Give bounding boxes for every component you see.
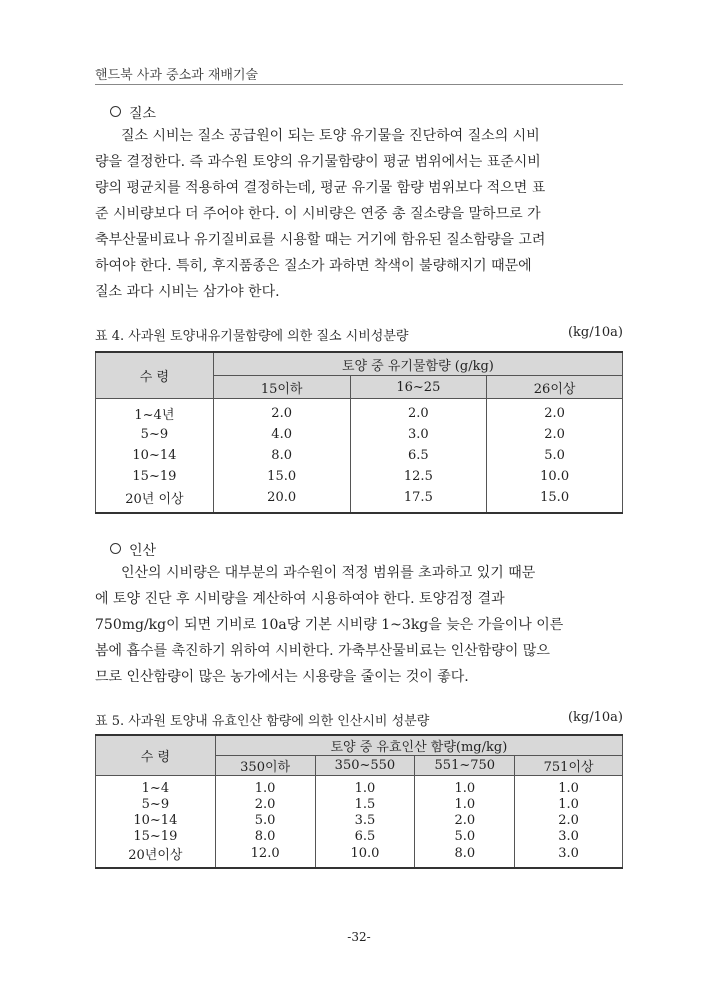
table5-title: 표 5. 사과원 토양내 유효인산 함량에 의한 인산시비 성분량	[95, 714, 430, 729]
paragraph-line: 하여야 한다. 특히, 후지품종은 질소가 과하면 착색이 불량해지기 때문에	[95, 258, 532, 274]
table5-caption	[95, 710, 623, 729]
table5	[95, 734, 623, 869]
table-cell: 17.5	[350, 487, 487, 513]
table4-title: 표 4. 사과원 토양내유기물함량에 의한 질소 시비성분량	[95, 329, 409, 344]
table-row	[96, 445, 623, 466]
table-cell: 1.0	[315, 776, 415, 797]
table5-col: 551~750	[415, 756, 515, 776]
table4-unit: (kg/10a)	[567, 325, 623, 340]
circle-bullet-icon	[110, 106, 121, 117]
table-cell: 1.0	[215, 776, 315, 797]
table-cell: 20년이상	[96, 844, 216, 868]
paragraph-line: 축부산물비료나 유기질비료를 시용할 때는 거기에 함유된 질소함량을 고려	[95, 232, 546, 248]
table5-col: 350이하	[215, 756, 315, 776]
section-title-nitrogen	[110, 103, 156, 123]
table5-unit: (kg/10a)	[567, 710, 623, 725]
table-cell: 2.0	[350, 399, 487, 425]
table-cell: 20년 이상	[96, 487, 214, 513]
table-cell: 1~4년	[96, 399, 214, 425]
table-cell: 15.0	[487, 487, 623, 513]
table-cell: 20.0	[213, 487, 350, 513]
table-cell: 1.5	[315, 796, 415, 812]
table5-col-age: 수 령	[96, 735, 216, 776]
table-cell: 3.0	[350, 424, 487, 445]
paragraph-line: 750mg/kg이 되면 기비로 10a당 기본 시비량 1~3kg을 늦은 가을이나 이른	[95, 617, 564, 633]
table5-group-header: 토양 중 유효인산 함량(mg/kg)	[215, 735, 622, 756]
table-cell: 15~19	[96, 466, 214, 487]
paragraph-line: 질소 과다 시비는 삼가야 한다.	[95, 284, 280, 300]
table-row	[96, 487, 623, 513]
table-cell: 12.0	[215, 844, 315, 868]
paragraph-line: 량의 평균치를 적용하여 결정하는데, 평균 유기물 함량 범위보다 적으면 표	[95, 180, 546, 196]
paragraph-line: 에 토양 진단 후 시비량을 계산하여 시용하여야 한다. 토양검정 결과	[95, 591, 505, 607]
table-row	[96, 466, 623, 487]
table-cell: 15~19	[96, 828, 216, 844]
table-cell: 6.5	[315, 828, 415, 844]
table4-caption	[95, 325, 623, 344]
table-cell: 10.0	[487, 466, 623, 487]
table-cell: 10~14	[96, 445, 214, 466]
table-cell: 5~9	[96, 796, 216, 812]
table-cell: 1.0	[415, 796, 515, 812]
paragraph-line: 봄에 흡수를 촉진하기 위하여 시비한다. 가축부산물비료는 인산함량이 많으	[95, 643, 550, 659]
table-cell: 5~9	[96, 424, 214, 445]
table4-col: 16~25	[350, 376, 487, 399]
table4-col: 15이하	[213, 376, 350, 399]
table-cell: 6.5	[350, 445, 487, 466]
table4-group-header: 토양 중 유기물함량 (g/kg)	[213, 352, 622, 376]
phosphorus-paragraph	[95, 560, 628, 690]
table-row	[96, 424, 623, 445]
table-cell: 1.0	[415, 776, 515, 797]
table5-col: 751이상	[515, 756, 623, 776]
table4-col: 26이상	[487, 376, 623, 399]
table-cell: 3.0	[515, 844, 623, 868]
table-row	[96, 828, 623, 844]
circle-bullet-icon	[110, 543, 121, 554]
header-divider	[95, 84, 623, 85]
table-cell: 2.0	[213, 399, 350, 425]
nitrogen-paragraph	[95, 123, 628, 305]
table-cell: 4.0	[213, 424, 350, 445]
table-cell: 5.0	[415, 828, 515, 844]
table-cell: 8.0	[415, 844, 515, 868]
table-cell: 1~4	[96, 776, 216, 797]
table-cell: 5.0	[487, 445, 623, 466]
table-cell: 5.0	[215, 812, 315, 828]
table-row	[96, 844, 623, 868]
table-cell: 3.0	[515, 828, 623, 844]
table-cell: 10.0	[315, 844, 415, 868]
table-row	[96, 812, 623, 828]
table-cell: 2.0	[215, 796, 315, 812]
paragraph-line: 질소 시비는 질소 공급원이 되는 토양 유기물을 진단하여 질소의 시비	[121, 128, 540, 144]
page-number: -32-	[347, 930, 371, 944]
table-cell: 8.0	[213, 445, 350, 466]
table-cell: 1.0	[515, 776, 623, 797]
section-title-phosphorus-text: 인산	[129, 543, 157, 559]
paragraph-line: 량을 결정한다. 즉 과수원 토양의 유기물함량이 평균 범위에서는 표준시비	[95, 154, 541, 170]
table-cell: 2.0	[515, 812, 623, 828]
table-cell: 3.5	[315, 812, 415, 828]
table-cell: 8.0	[215, 828, 315, 844]
table-cell: 12.5	[350, 466, 487, 487]
paragraph-line: 준 시비량보다 더 주어야 한다. 이 시비량은 연중 총 질소량을 말하므로 가	[95, 206, 541, 222]
table-cell: 2.0	[487, 424, 623, 445]
table-cell: 15.0	[213, 466, 350, 487]
table-cell: 10~14	[96, 812, 216, 828]
running-header: 핸드북 사과 중소과 재배기술	[95, 68, 259, 83]
section-title-nitrogen-text: 질소	[129, 106, 157, 122]
table4	[95, 351, 623, 514]
paragraph-line: 인산의 시비량은 대부분의 과수원이 적정 범위를 초과하고 있기 때문	[121, 565, 536, 581]
table-cell: 2.0	[487, 399, 623, 425]
table-row	[96, 796, 623, 812]
table-row	[96, 399, 623, 425]
section-title-phosphorus	[110, 540, 156, 560]
table-row	[96, 776, 623, 797]
paragraph-line: 므로 인산함량이 많은 농가에서는 시용량을 줄이는 것이 좋다.	[95, 669, 469, 685]
table5-col: 350~550	[315, 756, 415, 776]
table-cell: 2.0	[415, 812, 515, 828]
table4-col-age: 수 령	[96, 352, 214, 399]
table-cell: 1.0	[515, 796, 623, 812]
